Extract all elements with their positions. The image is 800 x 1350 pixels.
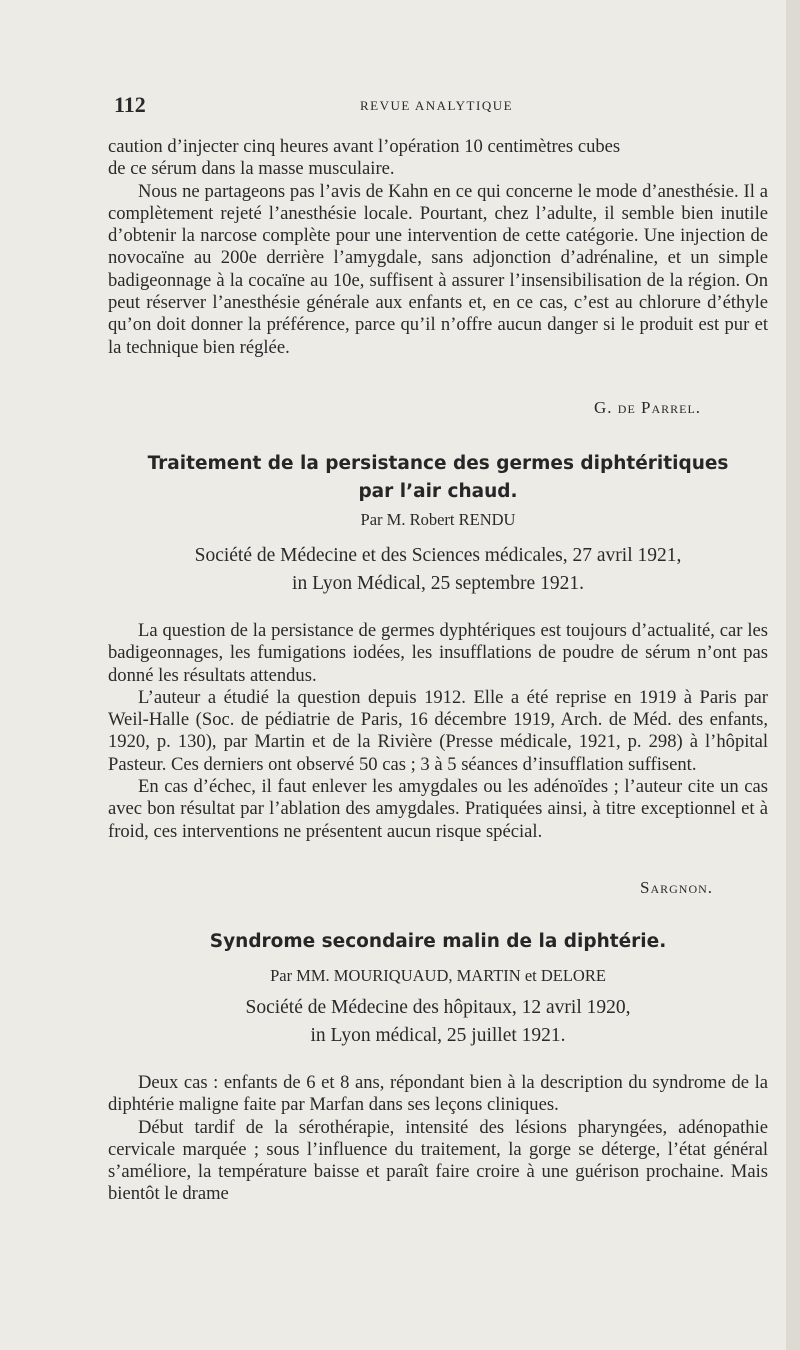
paragraph: Deux cas : enfants de 6 et 8 ans, répondant bien à la description du syndrome de la diphtérie maligne faite par Marfan dans ses leçons cliniques. [108,1072,768,1116]
paragraph: En cas d’échec, il faut enlever les amygdales ou les adénoïdes ; l’auteur cite un cas avec bon résultat par l’ablation des amygdales. Pratiquées ainsi, à titre exceptionnel et à froid, ces interventions ne présentent aucun risque spécial. [108,776,768,842]
source-citation [108,542,768,598]
paragraph: Début tardif de la sérothérapie, intensité des lésions pharyngées, adénopathie cervicale marquée ; sous l’influence du traitement, la gorge se déterge, l’état général s’améliore, la température baisse et paraît faire croire à une guérison prochaine. Mais bientôt le drame [108,1116,768,1205]
article2-body [108,620,768,843]
page-header [114,92,764,116]
article-title [108,450,768,506]
paragraph: L’auteur a étudié la question depuis 1912. Elle a été reprise en 1919 à Paris par Weil-Halle (Soc. de pédiatrie de Paris, 16 décembre 1919, Arch. de Méd. des enfants, 1920, p. 130), par Martin et de la Rivière (Presse médicale, 1921, p. 298) à l’hôpital Pasteur. Ces derniers ont observé 50 cas ; 3 à 5 séances d’insufflation suffisent. [108,686,768,775]
title-line: par l’air chaud. [358,481,518,502]
source-line: in Lyon Médical, 25 septembre 1921. [292,573,584,594]
byline: Par M. Robert RENDU [360,510,516,529]
article3-body [108,1072,768,1206]
paragraph: caution d’injecter cinq heures avant l’opération 10 centimètres cubes [108,136,621,157]
source-line: Société de Médecine et des Sciences médicales, 27 avril 1921, [194,545,682,566]
byline: Par MM. MOURIQUAUD, MARTIN et DELORE [270,966,606,985]
source-line: Société de Médecine des hôpitaux, 12 avril 1920, [245,997,631,1018]
source-citation [108,994,768,1050]
paragraph: de ce sérum dans la masse musculaire. [108,158,395,180]
page-edge [786,0,800,1350]
source-line: in Lyon médical, 25 juillet 1921. [310,1025,566,1046]
section1-text [108,136,768,359]
title-line: Traitement de la persistance des germes diphtéritiques [147,453,729,474]
running-title: REVUE ANALYTIQUE [360,98,514,113]
article-title: Syndrome secondaire malin de la diphtérie. [209,931,667,952]
page-number: 112 [114,92,146,117]
signature: G. de Parrel. [594,398,702,417]
paragraph: La question de la persistance de germes dyphtériques est toujours d’actualité, car les badigeonnages, les fumigations iodées, les insufflations de poudre de sérum n’ont pas donné les résultats attendus. [108,620,768,686]
signature: Sargnon. [640,878,714,897]
paragraph: Nous ne partageons pas l’avis de Kahn en ce qui concerne le mode d’anesthésie. Il a complètement rejeté l’anesthésie locale. Pourtant, chez l’adulte, il semble bien inutile d’obtenir la narcose complète pour une intervention de cette catégorie. Une injection de novocaïne au 200e derrière l’amygdale, sans adjonction d’adrénaline, et un simple badigeonnage à la cocaïne au 10e, suffisent à assurer l’insensibilisation de la région. On peut réserver l’anesthésie générale aux enfants et, en ce cas, c’est au chlorure d’éthyle qu’on doit donner la préférence, parce qu’il n’offre aucun danger si le produit est pur et la technique bien réglée. [108,180,768,358]
